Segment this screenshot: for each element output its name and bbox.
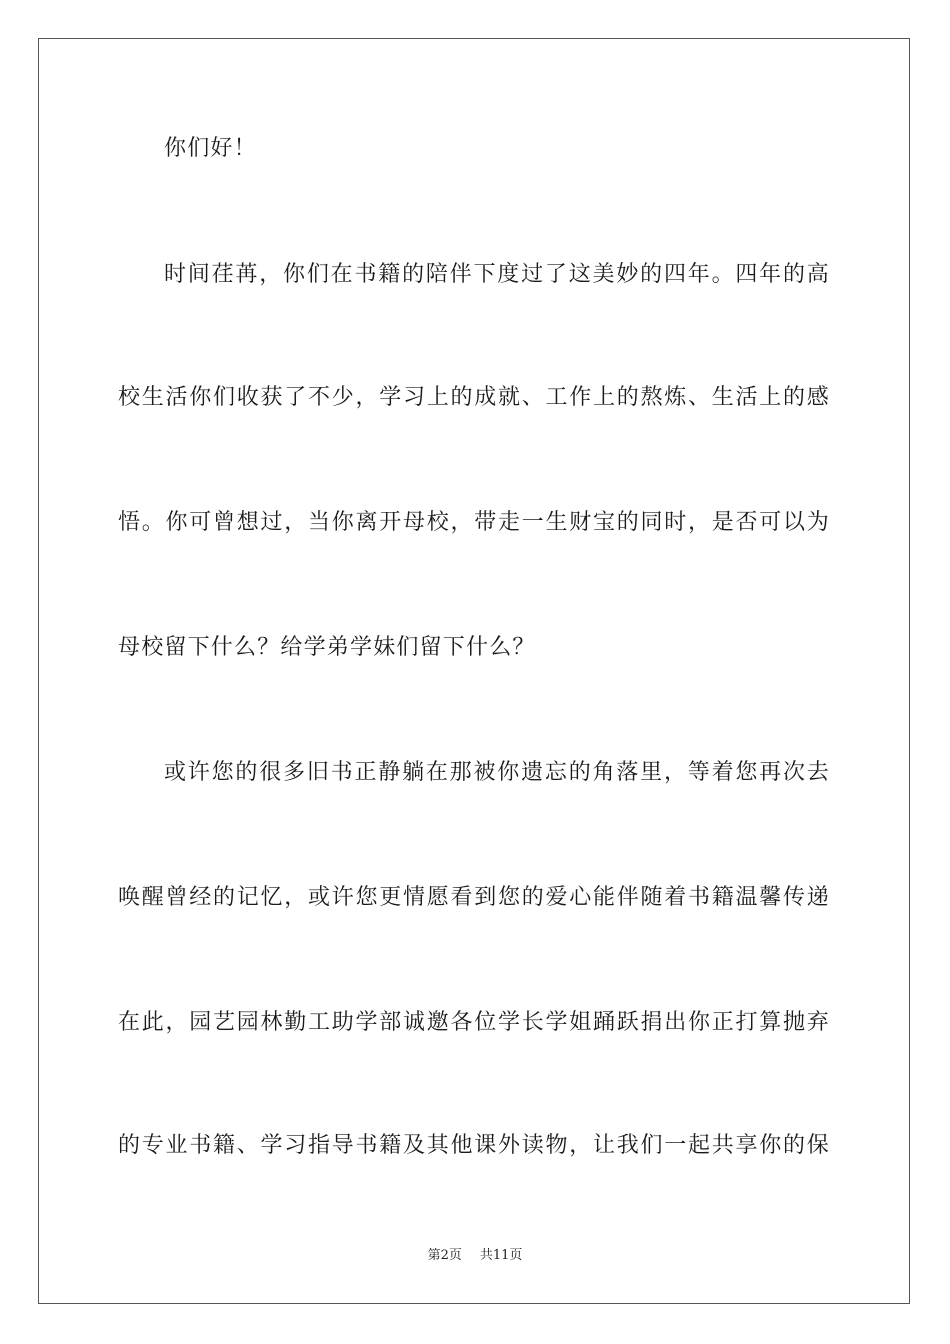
paragraph-2-line-4: 的专业书籍、学习指导书籍及其他课外读物，让我们一起共享你的保 — [118, 1133, 830, 1158]
page-total: 共11页 — [479, 1248, 523, 1263]
page-border — [38, 38, 910, 1304]
paragraph-1-line-4: 母校留下什么？给学弟学妹们留下什么？ — [118, 635, 536, 660]
paragraph-2-line-1: 或许您的很多旧书正静躺在那被你遗忘的角落里，等着您再次去 — [164, 760, 830, 785]
paragraph-1-line-1: 时间荏苒，你们在书籍的陪伴下度过了这美妙的四年。四年的高 — [164, 262, 830, 287]
paragraph-1-line-2: 校生活你们收获了不少，学习上的成就、工作上的熬炼、生活上的感 — [118, 385, 830, 410]
greeting-line: 你们好！ — [164, 136, 257, 161]
page-number: 第2页 — [427, 1248, 462, 1263]
paragraph-2-line-2: 唤醒曾经的记忆，或许您更情愿看到您的爱心能伴随着书籍温馨传递 — [118, 885, 830, 910]
paragraph-2-line-3: 在此，园艺园林勤工助学部诚邀各位学长学姐踊跃捐出你正打算抛弃 — [118, 1010, 830, 1035]
page-footer — [0, 1247, 950, 1265]
paragraph-1-line-3: 悟。你可曾想过，当你离开母校，带走一生财宝的同时，是否可以为 — [118, 510, 830, 535]
